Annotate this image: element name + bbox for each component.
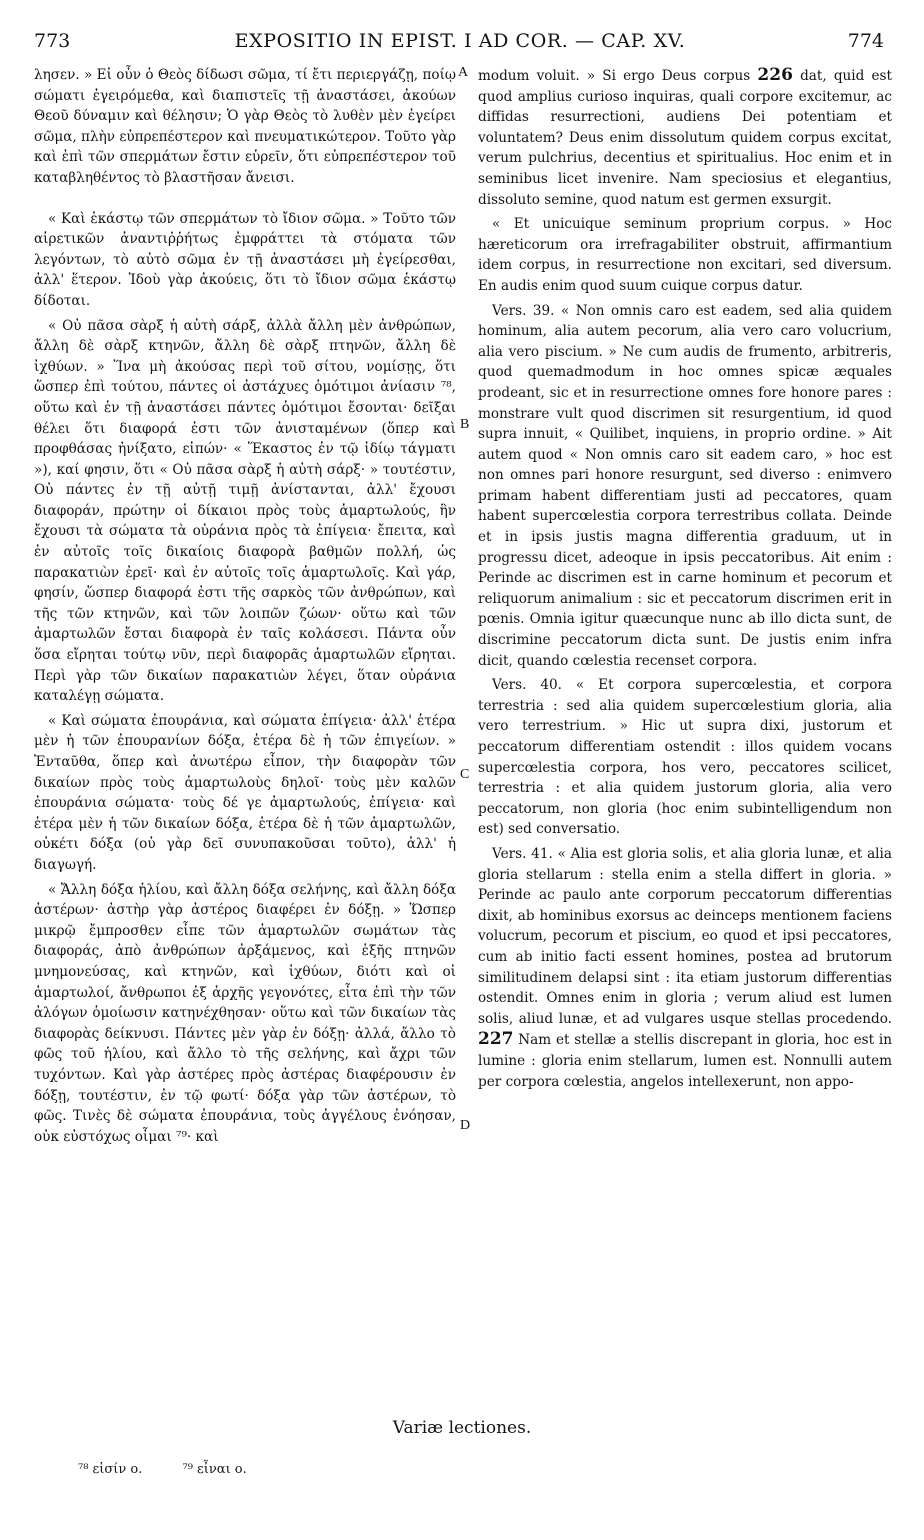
latin-text: Nam et stellæ a stellis discrepant in gloria, hoc est in lumine : gloria enim stellarum, lumen est. Nonnulli autem per corpora cœlestia, angelos intellexerunt, non appo- xyxy=(478,1032,892,1090)
running-header xyxy=(0,30,924,60)
footnotes xyxy=(78,1462,283,1477)
margin-letter-b: B xyxy=(460,417,470,432)
footnote-79: ⁷⁹ εἶναι ο. xyxy=(182,1462,247,1477)
latin-text: Vers. 41. « Alia est gloria solis, et alia gloria lunæ, et alia gloria stellarum : stella enim a stella differt in gloria. » Perinde ac paulo ante corporum peccatorum differentias dixit, ab hominibus exorsus ac deinceps mentionem faciens volucrum, pecorum et piscium, eo quod et ipsi peccatores, cum ab initio facti essent homines, postea ad brutorum similitudinem delapsi sint : ita etiam justorum differentias ostendit. Omnes enim in gloria ; verum aliud est lumen solis, aliud lunæ, et ad vulgares usque stellas procedendo. xyxy=(478,845,892,1027)
margin-letter-d: D xyxy=(460,1118,471,1133)
column-number-226: 226 xyxy=(757,65,793,85)
page-number-left: 773 xyxy=(34,30,71,52)
footnote-78: ⁷⁸ εἰσίν ο. xyxy=(78,1462,143,1477)
greek-paragraph: « Οὐ πᾶσα σὰρξ ἡ αὐτὴ σάρξ, ἀλλὰ ἄλλη μὲν ἀνθρώπων, ἄλλη δὲ σὰρξ κτηνῶν, ἄλλη δὲ σὰρξ πτηνῶν, ἄλλη δὲ ἰχθύων. » Ἵνα μὴ ἀκούσας περὶ τοῦ σίτου, νομίσῃς, ὅτι ὥσπερ ἐπὶ τούτου, πάντες οἱ ἀστάχυες ὁμότιμοι ἀνίασιν ⁷⁸, οὕτω καὶ ἐν τῇ ἀναστάσει πάντες ὁμότιμοι ἔσονται· δεῖξαι θέλει ὅτι διαφορά ἐστι τῶν ἀνισταμένων (ὅπερ καὶ προφθάσας ἠνίξατο, εἰπών· « Ἕκαστος ἐν τῷ ἰδίῳ τάγματι »), καί φησιν, ὅτι « Οὐ πᾶσα σὰρξ ἡ αὐτὴ σάρξ· » τουτέστιν, Οὐ πάντες ἐν τῇ αὐτῇ τιμῇ ἀνίστανται, ἀλλ' ἔχουσι διαφοράν, πρώτην οἱ δίκαιοι πρὸς τοὺς ἁμαρτωλούς, ἣν ἔχουσι τὰ σώματα τὰ οὐράνια πρὸς τὰ ἐπίγεια· ἔπειτα, καὶ ἐν αὐτοῖς τοῖς δικαίοις διαφορὰ βαθμῶν πολλή, ὡς παρακατιὼν ἐρεῖ· καὶ ἐν αὐτοῖς τοῖς ἁμαρτωλοῖς. Καὶ γάρ, φησίν, ὥσπερ διαφορά ἐστι τῆς σαρκὸς τῶν ἀνθρώπων, καὶ τῆς τῶν κτηνῶν, καὶ τῶν λοιπῶν ζώων· οὕτω καὶ τῶν ἁμαρτωλῶν ἔσται διαφορὰ ἐν ταῖς κολάσεσι. Πάντα οὖν ὅσα εἴρηται τούτῳ νῦν, περὶ διαφορᾶς ἁμαρτωλῶν εἴρηται. Περὶ γὰρ τῶν δικαίων παρακατιὼν λέγει, ὅταν οὐράνια καταλέγῃ σώματα. xyxy=(34,317,456,705)
column-number-227: 227 xyxy=(478,1029,514,1050)
latin-paragraph: Vers. 40. « Et corpora supercœlestia, et corpora terrestria : sed alia quidem supercœlestium gloria, alia vero terrestrium. » Hic ut supra dixi, justorum et peccatorum differentiam ostendit : illos quidem vocans supercœlestia corpora, hos vero, peccatores scilicet, terrestria : et alia quidem justorum gloria, alia vero peccatorum, non gloria (hoc enim subintelligendum non est) sed conversatio. xyxy=(478,677,892,838)
latin-column xyxy=(478,65,892,1092)
page-number-right: 774 xyxy=(847,30,884,52)
latin-text: dat, quid est quod amplius curioso inquiras, quali corpore excitemur, ac diffidas resurrectioni, audiens Dei potentiam et voluntatem? Deus enim dissolutum quidem corpus excitat, verum pulchrius, decentius et spiritualius. Hoc enim et in seminibus licet invenire. Nam speciosius et elegantius, dissoluto semine, quod natum est germen exsurgit. xyxy=(478,68,892,208)
greek-column xyxy=(34,65,456,1147)
variae-lectiones-heading: Variæ lectiones. xyxy=(392,1418,532,1438)
latin-paragraph xyxy=(478,844,892,1092)
greek-paragraph: « Καὶ ἑκάστῳ τῶν σπερμάτων τὸ ἴδιον σῶμα. » Τοῦτο τῶν αἱρετικῶν ἀναντιῤῥήτως ἐμφράττει τὰ στόματα τῶν λεγόντων, τὸ αὐτὸ σῶμα ἐν τῇ ἀναστάσει μὴ ἐγείρεσθαι, ἀλλ' ἕτερον. Ἰδοὺ γὰρ ἀκούεις, ὅτι τὸ ἴδιον σῶμα ἑκάστῳ δίδοται. xyxy=(34,210,456,309)
greek-paragraph: « Ἄλλη δόξα ἡλίου, καὶ ἄλλη δόξα σελήνης, καὶ ἄλλη δόξα ἀστέρων· ἀστὴρ γὰρ ἀστέρος διαφέρει ἐν δόξῃ. » Ὥσπερ μικρῷ ἔμπροσθεν εἶπε τῶν ἁμαρτωλῶν σωμάτων τὰς διαφοράς, ἀπὸ ἀνθρώπων ἀρξάμενος, καὶ ἑξῆς πτηνῶν μνημονεύσας, καὶ κτηνῶν, καὶ ἰχθύων, διότι καὶ οἱ ἁμαρτωλοί, ἄνθρωποι ἐξ ἀρχῆς γεγονότες, εἶτα ἐπὶ τὴν τῶν ἀλόγων ὁμοίωσιν κατηνέχθησαν· οὕτω καὶ τῶν δικαίων τὰς διαφορὰς δείκνυσι. Πάντες μὲν γὰρ ἐν δόξῃ· ἀλλά, ἄλλο τὸ φῶς τοῦ ἡλίου, καὶ ἄλλο τὸ τῆς σελήνης, καὶ ἄχρι τῶν τυχόντων. Καὶ γὰρ ἀστέρες πρὸς ἀστέρας διαφέρουσιν ἐν δόξῃ, τουτέστιν, ἐν τῷ φωτί· δόξα γὰρ τῶν ἀστέρων, τὸ φῶς. Τινὲς δὲ σώματα ἐπουράνια, τοὺς ἀγγέλους ἐνόησαν, οὐκ εὐστόχως οἶμαι ⁷⁹· καὶ xyxy=(34,881,456,1145)
running-head-title: EXPOSITIO IN EPIST. I AD COR. — CAP. XV. xyxy=(234,30,686,52)
latin-paragraph xyxy=(478,65,892,210)
margin-letter-a: A xyxy=(458,65,469,80)
latin-paragraph: « Et unicuique seminum proprium corpus. » Hoc hæreticorum ora irrefragabiliter obstruit, affirmantium idem corpus, in resurrectione non excitari, sed diversum. En audis enim quod suum cuique corpus datur. xyxy=(478,216,892,294)
greek-paragraph: « Καὶ σώματα ἐπουράνια, καὶ σώματα ἐπίγεια· ἀλλ' ἑτέρα μὲν ἡ τῶν ἐπουρανίων δόξα, ἑτέρα δὲ ἡ τῶν ἐπιγείων. » Ἐνταῦθα, ὅπερ καὶ ἀνωτέρω εἶπον, τὴν διαφορὰν τῶν δικαίων πρὸς τοὺς ἁμαρτωλοὺς δηλοῖ· τοὺς μὲν καλῶν ἐπουράνια σώματα· τοὺς δέ γε ἁμαρτωλούς, ἐπίγεια· καὶ ἑτέρα μὲν ἡ τῶν δικαίων δόξα, ἑτέρα δὲ ἡ τῶν ἁμαρτωλῶν, οὐκέτι δόξα (οὐ γὰρ δεῖ συνυπακοῦσαι τοῦτο), ἀλλ' ἡ διαγωγή. xyxy=(34,712,456,873)
margin-letter-c: C xyxy=(460,767,470,782)
latin-text: modum voluit. » Si ergo Deus corpus xyxy=(478,68,751,84)
latin-paragraph: Vers. 39. « Non omnis caro est eadem, sed alia quidem hominum, alia autem pecorum, alia vero caro volucrium, alia vero piscium. » Ne cum audis de frumento, arbitreris, quod quemadmodum in hoc omnes spicæ æquales prodeant, sic et in resurrectione omnes fore honore pares : monstrare vult quod discrimen sit resurgentium, id quod supra innuit, « Quilibet, inquiens, in proprio ordine. » Ait autem quod « Non omnis caro sit eadem caro, » hoc est non omnes pari honore resurgunt, sed diverso : enimvero primam habent differentiam justi ad peccatores, quam habent supercœlestia corpora terrestribus collata. Deinde et in ipsis justis magna differentia graduum, ut in progressu dicet, adeoque in ipsis peccatoribus. Ait enim : Perinde ac discrimen est in carne hominum et pecorum et reliquorum animalium : sic et peccatorum discrimen erit in pœnis. Omnia igitur quæcunque nunc ab illo dicta sunt, de discrimine peccatorum dicta sunt. De justis enim infra dicit, quando cœlestia recenset corpora. xyxy=(478,302,892,669)
greek-paragraph: λησεν. » Εἰ οὖν ὁ Θεὸς δίδωσι σῶμα, τί ἔτι περιεργάζῃ, ποίῳ σώματι ἐγειρόμεθα, καὶ διαπιστεῖς τῇ ἀναστάσει, ἀκούων Θεοῦ δύναμιν καὶ θέλησιν; Ὁ γὰρ Θεὸς τὸ λυθὲν μὲν ἐγείρει σῶμα, πλὴν εὐπρεπέστερον καὶ πνευματικώτερον. Τοῦτο γὰρ καὶ ἐπὶ τῶν σπερμάτων ἔστιν εὑρεῖν, ὅτι εὐπρεπέστερον τοῦ καταβληθέντος τὸ βλαστῆσαν ἄνεισι. xyxy=(34,67,456,186)
